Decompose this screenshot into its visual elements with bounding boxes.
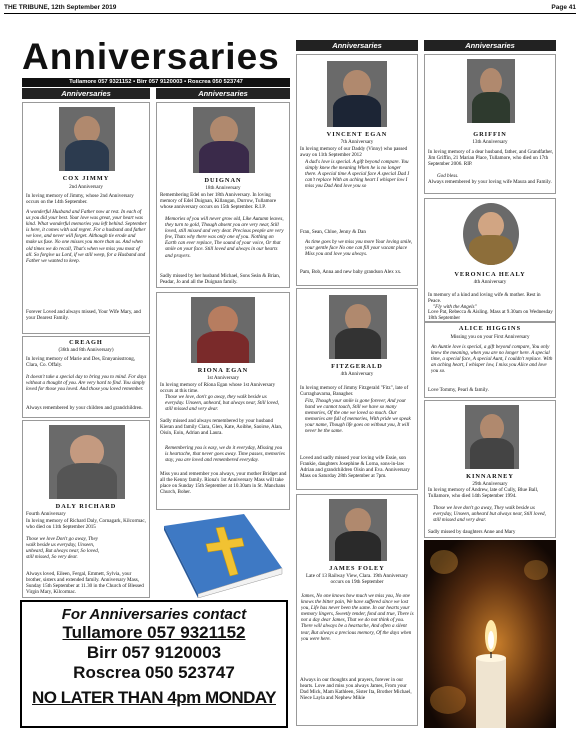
deceased-name: DUIGNAN (204, 177, 242, 184)
anniversary-number: 7th Anniversary (340, 139, 374, 145)
anniversary-number: Missing you on your First Anniversary (450, 334, 530, 340)
notice-signoff: Love Pat, Rebecca & Aisling. Mass at 9.30am on Wednesday 18th September (428, 309, 553, 322)
memorial-verse: An Auntie love is special, a gift beyond compare, You only knew the meaning, when you are no longer here. A special time, a special face, A special Aunt, I couldn't replace. With an aching heart, I whisper low, I miss you Alice and love you so. (431, 344, 553, 375)
contact-line: Tullamore 057 9321152 • Birr 057 9120003 • Roscrea 050 523747 (22, 78, 290, 87)
bible-cross-icon (158, 512, 288, 598)
portrait-photo (467, 59, 515, 123)
section-band: Anniversaries (424, 40, 556, 51)
publication-date: THE TRIBUNE, 12th September 2019 (4, 4, 117, 11)
portrait-photo (193, 107, 255, 173)
memorial-verse: A wonderful Husband and Father now at rest. In each of us you did your best. Your love was great, your heart was kind. What wonderful memories you left behind. September is here, it comes with sad regret. For a husband and father we love, and never will forget. Although tie erode and make us fuse. No one misses you more than us. And when old times we do recall, That's when we miss you most of all. So forgive us Lord, if we still weep, for a Husband and Father we wanted to keep. (26, 209, 147, 264)
notice-signoff: Always remembered by your children and grandchildren. (26, 405, 143, 411)
memorial-verse: Those we love don't go away, They walk beside us everyday, Unseen, unheard but always near, Still loved, still missed and very dear. (433, 505, 546, 524)
notice-griffin (424, 54, 556, 194)
memorial-verse: Fitz, Though your smile is gone forever, And your hand we cannot touch, Still we have so many memories, Of the one we loved so much. Our memories are full of memories, With pride we speak your name, Though life goes on without you, It will never be the same. (305, 398, 411, 435)
notice-text: In loving memory of Marie and Des, Ennyanisstrong, Clara, Co. Offaly. (26, 356, 136, 369)
portrait-photo (59, 107, 115, 171)
memorial-verse: Those we love, don't go away, they walk beside us everyday. Unseen, unheard, but always near, Still loved, still missed and very dear. (165, 394, 280, 413)
contact-roscrea: Roscrea 050 523747 (73, 663, 235, 682)
notice-signoff: Fran, Sean, Chloe, Jenny & Dan (300, 229, 366, 235)
page-number: Page 41 (551, 4, 576, 11)
notice-signoff: Sadly missed and always remembered by your husband Kieran and family Ciara, Glen, Kate, Aoibhe, Saoirse, Alan, Oisín, Eoin, Adrian and Laura. (160, 418, 283, 437)
notice-signoff-2: Pam, Bob, Anna and new baby grandson Alex xx. (300, 269, 402, 275)
notice-text: In loving memory of Andrew, late of Cully, Blue Ball, Tullamore, who died 14th September 1994. (428, 487, 539, 500)
anniversary-number: 1st Anniversary (206, 375, 240, 381)
portrait-photo (329, 295, 387, 359)
deceased-name: JAMES FOLEY (329, 565, 385, 572)
deceased-name: VINCENT EGAN (326, 131, 388, 138)
memorial-verse: It doesn't take a special day to bring you to mind. For days without a thought of you. Are very hard to find. You simply loved for those you loved. And those you loved remember. (26, 374, 147, 393)
notice-signoff: Love Tommy, Pearl & family. (428, 387, 489, 393)
contact-birr: Birr 057 9120003 (86, 643, 222, 662)
anniversary-number: 2nd Anniversary (69, 184, 103, 190)
portrait-photo (329, 499, 387, 561)
notice-text: In loving memory of our Daddy (Vinny) who passed away on 11th September 2012 (300, 146, 408, 159)
notice-creagh (22, 336, 150, 418)
notice-duignan (156, 102, 290, 288)
notice-text: In loving memory of Ríona Egan whose 1st Anniversary occurs at this time. (160, 382, 276, 395)
portrait-photo (191, 297, 255, 363)
notice-vincent-egan (296, 54, 418, 286)
contact-box (20, 600, 288, 728)
notice-kinnarney (424, 400, 556, 538)
deceased-name: FITZGERALD (331, 363, 383, 370)
portrait-photo (463, 203, 519, 265)
memorial-verse: Memories of you will never grow old, Like Autumn leaves, they turn to gold, Though absent you are very near, Still loved, still missed and very dear. Precious people are very few, Thats why there was only one of you. Nothing on Earth can ever replace, The sound of your voice, Or that smile on your face. Still loved and always in our hearts and prayers. (165, 216, 284, 259)
page-header (4, 2, 576, 14)
section-band: Anniversaries (22, 88, 150, 99)
memorial-verse-2: Remembering you is easy, we do it everyday, Missing you is heartache, that never goes away. Time passes, memories stay, you are loved and remembered everyday. (165, 445, 285, 464)
anniversary-number: 18th Anniversary (205, 185, 241, 191)
notice-riona-egan (156, 292, 290, 510)
portrait-photo (49, 425, 125, 499)
notice-fitzgerald (296, 288, 418, 490)
notice-text: In loving memory of Jimmy, whose 2nd Anniversary occurs on the 14th September. (26, 193, 134, 206)
notice-signoff: Forever Loved and always missed, Your Wife Mary, and your Dearest Family. (26, 309, 141, 322)
memorial-verse: James, No one knows how much we miss you, No one knows the bitter pain, We have suffered since we lost you, Life has never been the same. In our hearts your memory lingers, Sweetly tender, fond and true, There is not a day dear James, That we do not think of you. There will always be a heartache, And often a silent tear, But always a precious memory, Of the days when you were here. (301, 593, 414, 642)
notice-signoff: Loved and sadly missed your loving wife Essie, son Frankie, daughters Josephine & Lorna, sons-in-law Adrian and grandchildren Oisín and Eva. Anniversary Mass on Saturday 28th September at 7pm. (300, 455, 410, 480)
notice-signoff: Always loved, Eileen, Fergal, Emmett, Sylvia, your brother, sisters and extended family. Anniversary Mass, Sunday 15th September at 11.30 in the Church of Blessed Virgin Mary, Kilcormac. (26, 571, 144, 596)
anniversary-number: Fourth Anniversary (26, 511, 66, 517)
notice-higgins (424, 322, 556, 398)
deceased-name: KINNARNEY (466, 473, 514, 480)
portrait-photo (465, 405, 519, 469)
notice-signoff: Always in our thoughts and prayers, forever in our hearts. Love and miss you always James, From your Dad Mick, Mam Kathleen, Sister Ita, Brother Michael, Niece Layla and Nephew Mikie (300, 677, 412, 702)
contact-tullamore: Tullamore 057 9321152 (62, 623, 246, 642)
memorial-verse-2: As time goes by we miss you more Your loving smile, your gentle face No one can fill your vacant place Miss you and love you always. (305, 239, 413, 258)
deadline-notice: NO LATER THAN 4pm MONDAY (32, 688, 276, 707)
portrait-photo (327, 61, 387, 127)
memorial-verse: A dad's love is special. A gift beyond compare. You simply knew the meaning When he is no longer there. A special time A special face A special Dad I can't replace With an aching heart I whisper low I miss you Dad And love you so (305, 159, 410, 190)
section-band: Anniversaries (296, 40, 418, 51)
anniversary-number: 29th Anniversary (472, 481, 508, 487)
candle-icon (424, 540, 556, 728)
notice-signoff: Sadly missed by daughters Anne and Mary (428, 529, 516, 535)
deceased-name: VERONICA HEALY (454, 271, 526, 278)
deceased-name: CREAGH (69, 339, 103, 346)
mass-details: Miss you and remember you always, your mother Bridget and all the Kenny family. Ríona's 1st Anniversary Mass will take place on Sunday 15th September at 10.30am in St. Manchans Church, Boher. (160, 471, 287, 496)
notice-text: In loving memory of a dear husband, father, and Grandfather, Jim Griffin, 21 Marian Place, Tullamore, who died on 17th September 2006. RIP. (428, 149, 554, 168)
contact-heading: For Anniversaries contact (61, 606, 247, 623)
page-title: Anniversaries (22, 36, 280, 77)
notice-signoff: Sadly missed by her husband Michael, Sons Seán & Brian, Peadar, Jo and all the Duignan family. (160, 273, 281, 286)
anniversary-number: 13th Anniversary (472, 139, 508, 145)
notice-foley (296, 494, 418, 726)
notice-cox (22, 102, 150, 334)
notice-healy (424, 198, 556, 322)
anniversary-number: 4th Anniversary (340, 371, 374, 377)
notice-daly (22, 420, 150, 598)
anniversary-number: (36th and 8th Anniversary) (58, 347, 114, 353)
memorial-verse: "Fly with the Angels" (433, 304, 477, 310)
notice-text: In memory of a kind and loving wife & mother. Rest in Peace. (428, 292, 541, 305)
notice-text: In loving memory of Jimmy Fitzgerald "Fitz", late of Curraghavarna, Banagher. (300, 385, 409, 398)
deceased-name: RIONA EGAN (197, 367, 249, 374)
memorial-verse: God bless. (437, 173, 459, 179)
anniversary-number: Late of 13 Railway View, Clara. 19th Anniversary occurs on 19th September (305, 573, 409, 585)
memorial-verse: Those we love Don't go away, They walk beside us everyday, Unseen, unheard, But always near, So loved, still missed, So very dear. (26, 536, 100, 561)
deceased-name: GRIFFIN (473, 131, 507, 138)
section-band: Anniversaries (156, 88, 290, 99)
notice-signoff: Always remembered by your loving wife Maura and Family. (428, 179, 552, 185)
deceased-name: COX JIMMY (62, 175, 110, 182)
deceased-name: ALICE HIGGINS (458, 325, 522, 332)
notice-text: Remembering Edel on her 18th Anniversary. In loving memory of Edel Duignan, Killangan, Durrow, Tullamore whose anniversary occurs on 15th September. R.I.P. (160, 192, 277, 211)
anniversary-number: 4th Anniversary (473, 279, 507, 285)
deceased-name: DALY RICHARD (55, 503, 117, 510)
notice-text: In loving memory of Richard Daly, Cornagark, Kilcormac, who died on 11th September 2015 (26, 518, 146, 531)
